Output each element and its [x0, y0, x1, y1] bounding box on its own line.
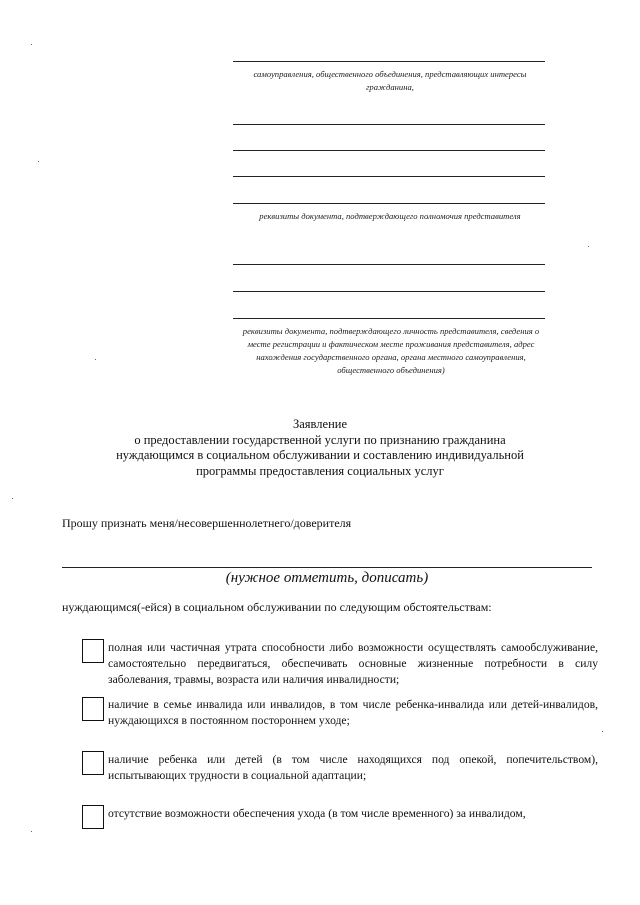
caption-identity-document: реквизиты документа, подтверждающего личность представителя, сведения о месте регистрации и фактическом месте проживания представителя, адрес нахождения государственного органа, органа местного самоуправления, общественного объединения)	[242, 326, 540, 375]
option-checkbox[interactable]	[82, 639, 104, 663]
blank-line[interactable]	[233, 203, 545, 204]
blank-line[interactable]	[233, 61, 545, 62]
scan-speck	[38, 161, 39, 162]
blank-line[interactable]	[233, 124, 545, 125]
fill-hint: (нужное отметить, дописать)	[225, 570, 429, 586]
title-line: нуждающимся в социальном обслуживании и составлению индивидуальной	[116, 448, 524, 462]
option-label: отсутствие возможности обеспечения ухода (в том числе временного) за инвалидом,	[108, 807, 526, 820]
blank-line[interactable]	[233, 318, 545, 319]
blank-line[interactable]	[233, 150, 545, 151]
page-title	[80, 417, 560, 479]
request-text: Прошу признать меня/несовершеннолетнего/доверителя	[62, 516, 352, 530]
option-label: полная или частичная утрата способности либо возможности осуществлять самообслуживание, самостоятельно передвигаться, обеспечивать основные жизненные потребности в силу заболевания, травмы, возраста или наличия инвалидности;	[108, 641, 598, 686]
scan-speck	[31, 44, 32, 45]
blank-line[interactable]	[233, 291, 545, 292]
scan-speck	[31, 831, 32, 832]
title-line: программы предоставления социальных услуг	[196, 463, 444, 478]
blank-line[interactable]	[233, 176, 545, 177]
title-line: Заявление	[292, 417, 347, 431]
scan-speck	[95, 359, 96, 360]
caption-authority-document: реквизиты документа, подтверждающего полномочия представителя	[259, 211, 521, 221]
circumstances-text: нуждающимся(-ейся) в социальном обслуживании по следующим обстоятельствам:	[62, 600, 492, 614]
caption-representative-organization: самоуправления, общественного объединения, представляющих интересы гражданина,	[253, 69, 527, 92]
option-checkbox[interactable]	[82, 751, 104, 775]
person-input-line[interactable]	[62, 567, 592, 568]
scan-speck	[588, 246, 589, 247]
option-checkbox[interactable]	[82, 805, 104, 829]
scan-speck	[602, 731, 603, 732]
option-label: наличие ребенка или детей (в том числе находящихся под опекой, попечительством), испытывающих трудности в социальной адаптации;	[108, 753, 598, 782]
option-checkbox[interactable]	[82, 697, 104, 721]
scan-speck	[12, 498, 13, 499]
title-line: о предоставлении государственной услуги по признанию гражданина	[134, 432, 506, 447]
option-label: наличие в семье инвалида или инвалидов, в том числе ребенка-инвалида или детей-инвалидов, нуждающихся в постоянном постороннем уходе;	[108, 698, 598, 727]
blank-line[interactable]	[233, 264, 545, 265]
